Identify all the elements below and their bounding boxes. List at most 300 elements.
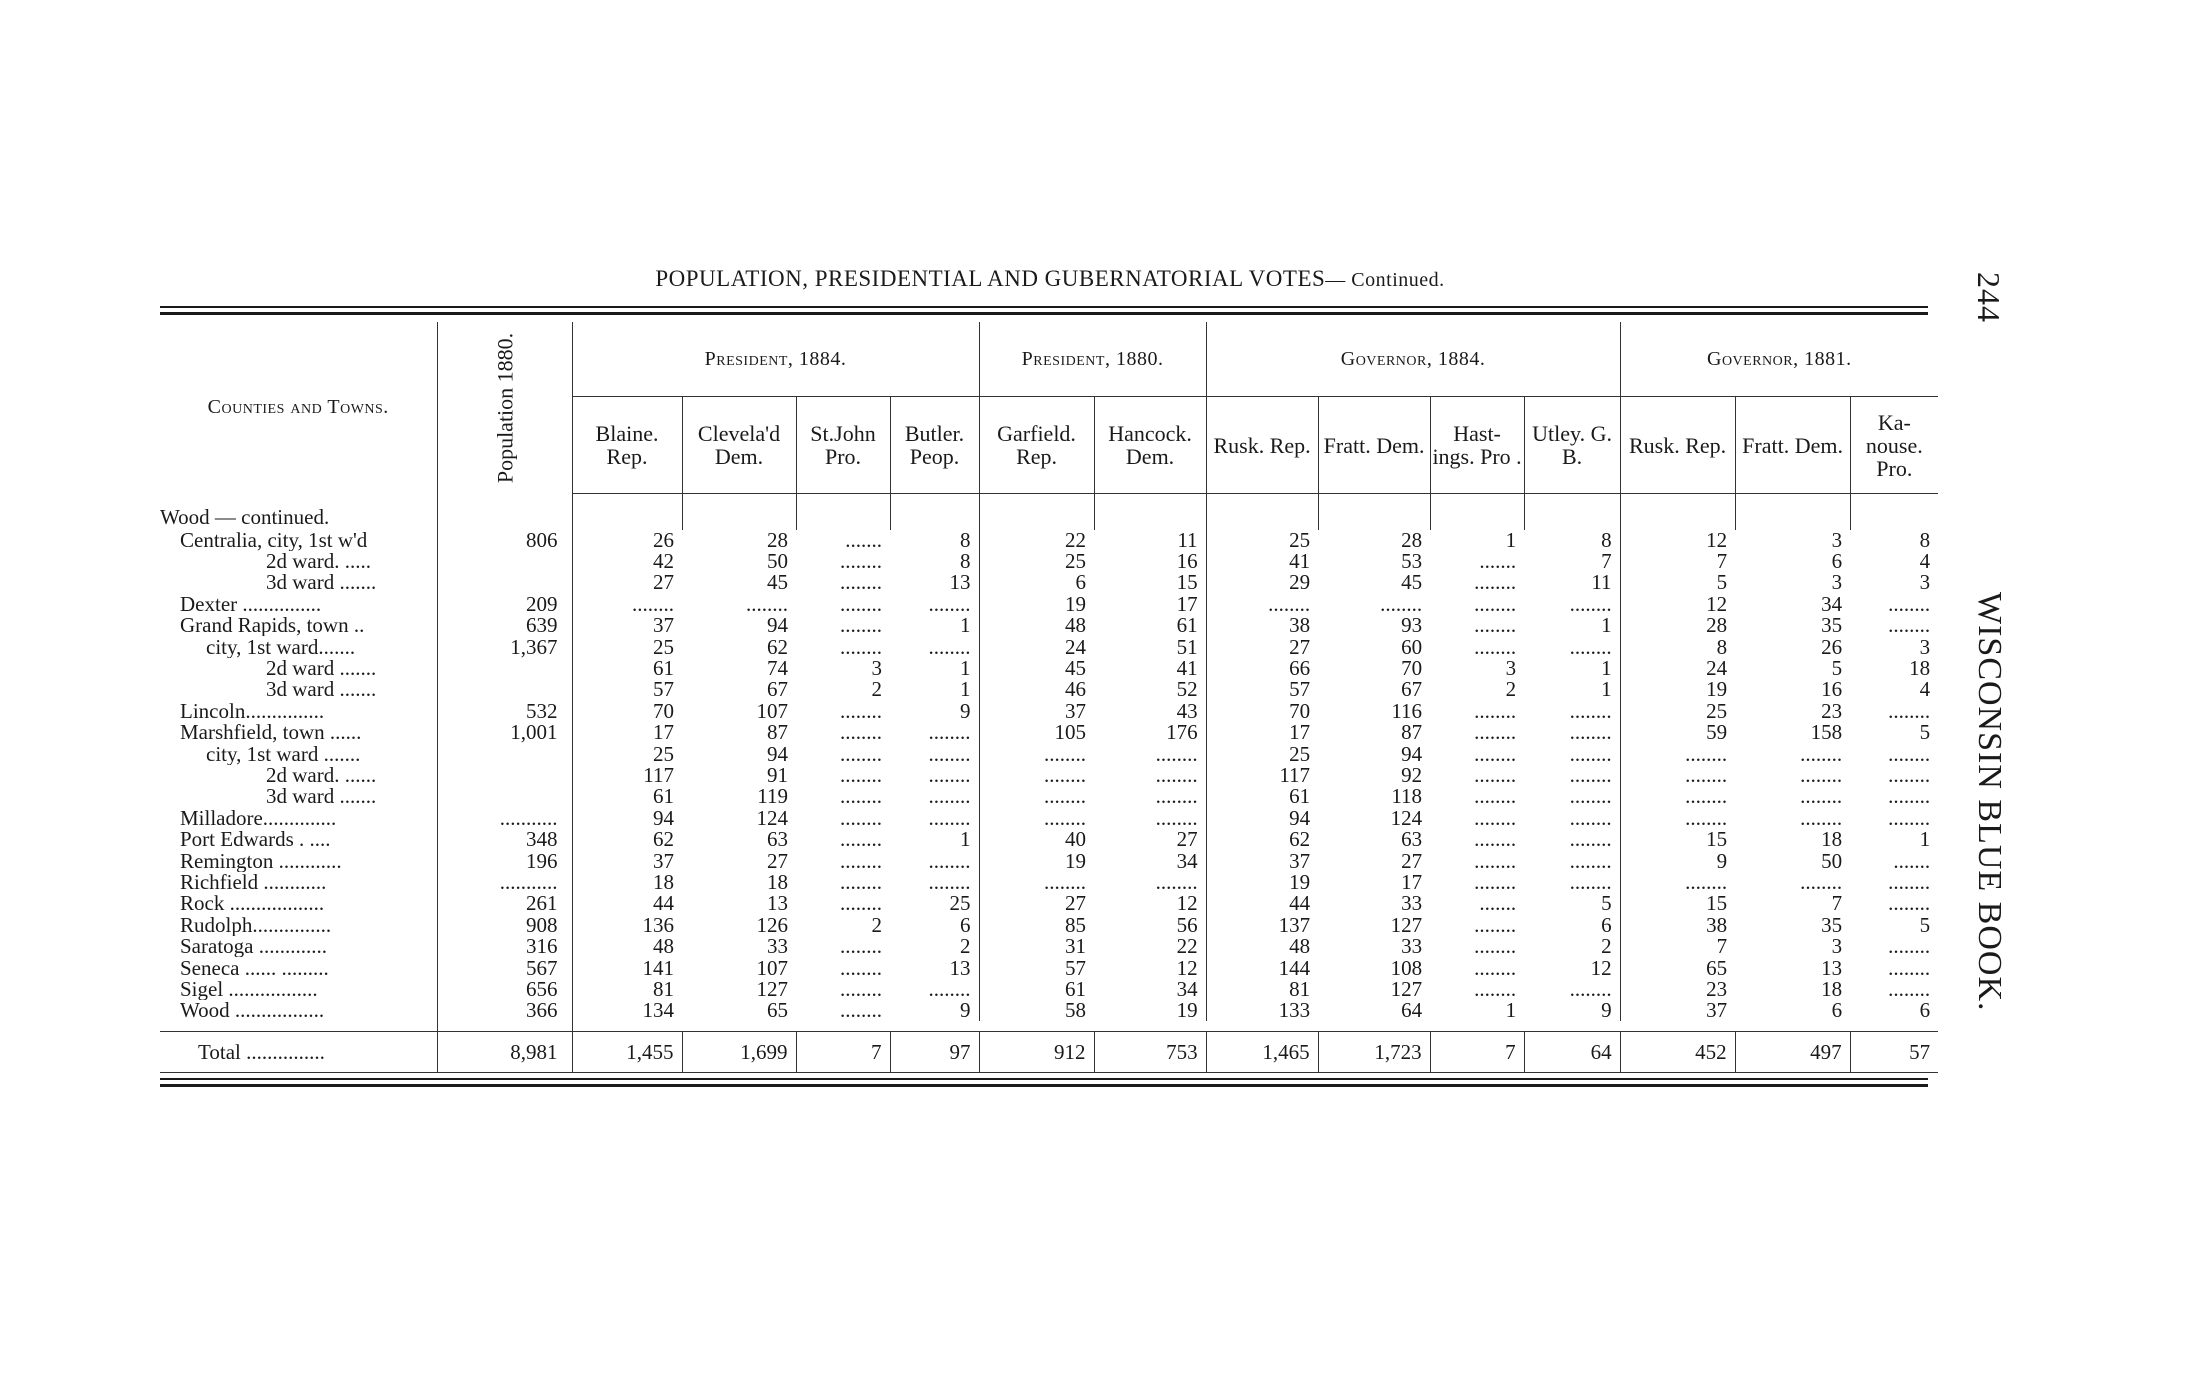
vote-rusk-1881: 37 [1706, 998, 1728, 1023]
vote-hancock: 34 [1094, 979, 1206, 1000]
vote-fratt-1881: 18 [1821, 976, 1843, 1001]
vote-utley: ........ [1524, 979, 1620, 1000]
vote-hancock: 16 [1094, 551, 1206, 572]
table-row [160, 701, 1938, 722]
vote-hastings: ........ [1474, 762, 1517, 787]
vote-blaine: 117 [643, 762, 674, 787]
header-col-kanouse: Ka- nouse. Pro. [1850, 397, 1938, 494]
vote-hancock: ........ [1094, 743, 1206, 764]
vote-fratt-1881: ........ [1800, 869, 1843, 894]
town-name: city, 1st ward....... [160, 636, 437, 657]
vote-fratt-1881: ........ [1800, 805, 1843, 830]
section-row [160, 494, 1938, 530]
vote-butler: ........ [890, 872, 979, 893]
vote-fratt-1884: 64 [1401, 998, 1423, 1023]
vote-stjohn: ........ [840, 720, 882, 745]
header-col-rusk-1881: Rusk. Rep. [1620, 397, 1735, 494]
vote-garfield: ........ [1044, 869, 1087, 894]
table-row [160, 1000, 1938, 1021]
vote-fratt-1884: 27 [1401, 848, 1423, 873]
page-number: 244 [1971, 272, 2007, 323]
vote-cleveland: ........ [746, 591, 788, 616]
vote-garfield: 24 [1065, 634, 1087, 659]
vote-hastings: ........ [1474, 848, 1517, 873]
vote-rusk-1884: 57 [1289, 677, 1311, 702]
vote-rusk-1881: ........ [1685, 741, 1728, 766]
header-col-utley: Utley. G. B. [1524, 397, 1620, 494]
vote-stjohn: ........ [840, 827, 882, 852]
vote-blaine: 17 [653, 720, 674, 745]
vote-fratt-1884: ........ [1380, 591, 1423, 616]
vote-butler: 25 [890, 893, 979, 914]
vote-blaine: 25 [653, 741, 674, 766]
vote-stjohn: ........ [840, 805, 882, 830]
vote-rusk-1881: 5 [1716, 570, 1728, 595]
table-row [160, 551, 1938, 572]
vote-utley: 11 [1524, 572, 1620, 593]
population-value: 1,367 [437, 636, 572, 657]
vote-butler: ........ [890, 979, 979, 1000]
header-counties-towns: Counties and Towns. [160, 322, 437, 494]
vote-hancock: 56 [1094, 915, 1206, 936]
vote-rusk-1884: 25 [1289, 527, 1311, 552]
total-hancock: 753 [1094, 1032, 1206, 1073]
vote-stjohn: ........ [840, 698, 882, 723]
population-value: 366 [437, 1000, 572, 1021]
town-name: Centralia, city, 1st w'd [160, 530, 437, 551]
vote-utley: 9 [1524, 1000, 1620, 1021]
town-name: 2d ward ....... [160, 658, 437, 679]
vote-fratt-1881: 6 [1831, 549, 1843, 574]
population-value: 639 [437, 615, 572, 636]
total-blaine: 1,455 [572, 1032, 682, 1073]
vote-garfield: 19 [1065, 591, 1087, 616]
population-value [437, 679, 572, 700]
vote-kanouse: 5 [1919, 720, 1931, 745]
total-butler: 97 [890, 1032, 979, 1073]
vote-cleveland: 127 [756, 976, 788, 1001]
town-name: Seneca ...... ......... [160, 957, 437, 978]
vote-hastings: 1 [1505, 527, 1517, 552]
vote-blaine: 25 [653, 634, 674, 659]
vote-rusk-1884: 61 [1289, 784, 1311, 809]
vote-butler: 2 [890, 936, 979, 957]
header-col-garfield: Garfield. Rep. [979, 397, 1094, 494]
header-col-hancock: Hancock. Dem. [1094, 397, 1206, 494]
vote-fratt-1884: 17 [1401, 869, 1423, 894]
vote-stjohn: ........ [840, 741, 882, 766]
header-governor-1881 [1620, 322, 1938, 397]
vote-butler: 1 [890, 658, 979, 679]
vote-butler: ........ [890, 636, 979, 657]
vote-stjohn: ........ [840, 976, 882, 1001]
vote-rusk-1881: ........ [1685, 869, 1728, 894]
vote-hastings: 3 [1505, 656, 1517, 681]
vote-fratt-1881: 7 [1831, 891, 1843, 916]
header-col-hastings: Hast- ings. Pro . [1430, 397, 1524, 494]
header-group-label: President, 1884. [704, 347, 847, 370]
vote-garfield: ........ [1044, 762, 1087, 787]
town-name: Saratoga ............. [160, 936, 437, 957]
vote-fratt-1881: ........ [1800, 762, 1843, 787]
total-rusk-1881: 452 [1620, 1032, 1735, 1073]
total-fratt-1884: 1,723 [1318, 1032, 1430, 1073]
vote-hastings: ........ [1474, 805, 1517, 830]
vote-fratt-1884: 108 [1390, 955, 1423, 980]
population-value: 806 [437, 530, 572, 551]
vote-hastings: 2 [1505, 677, 1517, 702]
vote-garfield: 31 [1065, 934, 1087, 959]
vote-butler: ........ [890, 850, 979, 871]
vote-cleveland: 119 [757, 784, 788, 809]
vote-cleveland: 33 [767, 934, 788, 959]
vote-rusk-1884: 25 [1289, 741, 1311, 766]
header-group-label: Governor, 1884. [1340, 347, 1486, 370]
vote-hancock: 19 [1094, 1000, 1206, 1021]
vote-garfield: 37 [1065, 698, 1087, 723]
vote-hastings: ........ [1474, 955, 1517, 980]
bottom-rule-heavy [160, 1084, 1928, 1087]
vote-fratt-1884: 94 [1401, 741, 1423, 766]
vote-rusk-1884: 37 [1289, 848, 1311, 873]
town-name: Marshfield, town ...... [160, 722, 437, 743]
vote-rusk-1884: 81 [1289, 976, 1311, 1001]
vote-utley: 12 [1524, 957, 1620, 978]
total-label: Total ............... [160, 1032, 437, 1073]
vote-utley: ........ [1524, 722, 1620, 743]
vote-stjohn: ........ [840, 848, 882, 873]
table-row [160, 786, 1938, 807]
header-col-blaine: Blaine. Rep. [572, 397, 682, 494]
vote-hastings: ........ [1474, 934, 1517, 959]
vote-kanouse: ........ [1888, 784, 1931, 809]
total-fratt-1881: 497 [1735, 1032, 1850, 1073]
vote-garfield: 6 [1075, 570, 1087, 595]
vote-blaine: 48 [653, 934, 674, 959]
top-rule-heavy [160, 312, 1928, 315]
vote-fratt-1881: 35 [1821, 613, 1843, 638]
vote-fratt-1881: 23 [1821, 698, 1843, 723]
vote-kanouse: 8 [1919, 527, 1931, 552]
vote-fratt-1884: 33 [1401, 891, 1423, 916]
vote-hancock: 22 [1094, 936, 1206, 957]
vote-hastings: ........ [1474, 912, 1517, 937]
total-population: 8,981 [437, 1032, 572, 1073]
population-value: 532 [437, 701, 572, 722]
town-name: Rudolph............... [160, 915, 437, 936]
vote-garfield: 25 [1065, 549, 1087, 574]
vote-garfield: 105 [1054, 720, 1087, 745]
table-row [160, 743, 1938, 764]
vote-rusk-1884: 44 [1289, 891, 1311, 916]
table-row [160, 658, 1938, 679]
vote-stjohn: ....... [845, 527, 882, 552]
vote-rusk-1881: 7 [1716, 549, 1728, 574]
vote-stjohn: 3 [871, 656, 882, 681]
vote-rusk-1884: 70 [1289, 698, 1311, 723]
total-cleveland: 1,699 [682, 1032, 796, 1073]
vote-fratt-1884: 67 [1401, 677, 1423, 702]
vote-rusk-1884: 144 [1278, 955, 1311, 980]
town-name: 3d ward ....... [160, 679, 437, 700]
table-row [160, 829, 1938, 850]
population-value: 261 [437, 893, 572, 914]
bottom-rule [160, 1078, 1928, 1080]
header-group-label: President, 1880. [1021, 347, 1164, 370]
vote-hastings: ....... [1479, 891, 1517, 916]
section-label: Wood — continued. [160, 494, 437, 530]
vote-hastings: ........ [1474, 741, 1517, 766]
vote-fratt-1884: 127 [1390, 976, 1423, 1001]
header-governor-1884 [1206, 322, 1620, 397]
vote-rusk-1884: ........ [1268, 591, 1311, 616]
vote-rusk-1881: 19 [1706, 677, 1728, 702]
spacer-row [160, 1021, 1938, 1032]
vote-blaine: 27 [653, 570, 674, 595]
town-name: Sigel ................. [160, 979, 437, 1000]
population-value: 567 [437, 957, 572, 978]
vote-utley: ........ [1524, 765, 1620, 786]
town-name: Port Edwards . .... [160, 829, 437, 850]
vote-hastings: ........ [1474, 720, 1517, 745]
vote-hastings: ........ [1474, 869, 1517, 894]
vote-rusk-1881: 38 [1706, 912, 1728, 937]
vote-hastings: ........ [1474, 613, 1517, 638]
vote-garfield: 19 [1065, 848, 1087, 873]
vote-butler: 8 [890, 551, 979, 572]
vote-fratt-1884: 53 [1401, 549, 1423, 574]
vote-garfield: 45 [1065, 656, 1087, 681]
vote-cleveland: 94 [767, 613, 788, 638]
vote-fratt-1884: 28 [1401, 527, 1423, 552]
population-value: 1,001 [437, 722, 572, 743]
vote-fratt-1881: 5 [1831, 656, 1843, 681]
vote-fratt-1884: 92 [1401, 762, 1423, 787]
vote-hancock: 11 [1094, 530, 1206, 551]
town-name: Rock .................. [160, 893, 437, 914]
vote-utley: ........ [1524, 872, 1620, 893]
vote-butler: 13 [890, 957, 979, 978]
table-row [160, 979, 1938, 1000]
total-utley: 64 [1524, 1032, 1620, 1073]
vote-rusk-1881: 12 [1706, 591, 1728, 616]
vote-hastings: ........ [1474, 634, 1517, 659]
vote-fratt-1881: 26 [1821, 634, 1843, 659]
town-name: 2d ward. ..... [160, 551, 437, 572]
vote-hancock: 51 [1094, 636, 1206, 657]
table-body [160, 494, 1938, 1073]
vote-utley: 1 [1524, 658, 1620, 679]
table-row [160, 808, 1938, 829]
vote-stjohn: ........ [840, 634, 882, 659]
vote-hancock: 61 [1094, 615, 1206, 636]
header-col-stjohn: St.John Pro. [796, 397, 890, 494]
vote-cleveland: 65 [767, 998, 788, 1023]
vote-utley: ........ [1524, 636, 1620, 657]
vote-hastings: ........ [1474, 591, 1517, 616]
vote-utley: ........ [1524, 594, 1620, 615]
vote-rusk-1881: 23 [1706, 976, 1728, 1001]
town-name: Remington ............ [160, 850, 437, 871]
vote-blaine: 26 [653, 527, 674, 552]
vote-rusk-1881: 12 [1706, 527, 1728, 552]
vote-utley: ........ [1524, 808, 1620, 829]
vote-cleveland: 63 [767, 827, 788, 852]
town-name: Wood ................. [160, 1000, 437, 1021]
vote-stjohn: ........ [840, 784, 882, 809]
table-row [160, 636, 1938, 657]
vote-fratt-1881: 50 [1821, 848, 1843, 873]
vote-kanouse: ........ [1888, 762, 1931, 787]
vote-rusk-1881: 24 [1706, 656, 1728, 681]
vote-stjohn: ........ [840, 549, 882, 574]
vote-blaine: 57 [653, 677, 674, 702]
book-title: WISCONSIN BLUE BOOK. [1971, 592, 2008, 1012]
town-name: Dexter ............... [160, 594, 437, 615]
table-row [160, 679, 1938, 700]
vote-hastings: ........ [1474, 827, 1517, 852]
vote-cleveland: 87 [767, 720, 788, 745]
vote-kanouse: 4 [1919, 549, 1931, 574]
vote-utley: ........ [1524, 850, 1620, 871]
vote-hancock: 12 [1094, 893, 1206, 914]
vote-rusk-1881: ........ [1685, 762, 1728, 787]
vote-garfield: 57 [1065, 955, 1087, 980]
title-main: POPULATION, PRESIDENTIAL AND GUBERNATORIAL VOTES [655, 266, 1326, 291]
vote-blaine: 141 [642, 955, 674, 980]
vote-cleveland: 91 [767, 762, 788, 787]
vote-stjohn: ........ [840, 955, 882, 980]
vote-rusk-1881: 25 [1706, 698, 1728, 723]
vote-blaine: 37 [653, 848, 674, 873]
vote-stjohn: ........ [840, 934, 882, 959]
population-value: 316 [437, 936, 572, 957]
vote-kanouse: 4 [1919, 677, 1931, 702]
town-name: 3d ward ....... [160, 786, 437, 807]
vote-hancock: ........ [1094, 872, 1206, 893]
table-row [160, 893, 1938, 914]
vote-butler: 9 [890, 701, 979, 722]
vote-hancock: ........ [1094, 765, 1206, 786]
vote-blaine: 81 [653, 976, 674, 1001]
vote-cleveland: 94 [767, 741, 788, 766]
vote-rusk-1881: 7 [1716, 934, 1728, 959]
vote-rusk-1884: 29 [1289, 570, 1311, 595]
vote-hancock: 43 [1094, 701, 1206, 722]
vote-blaine: 44 [653, 891, 674, 916]
vote-cleveland: 74 [767, 656, 788, 681]
vote-kanouse: ........ [1888, 869, 1931, 894]
vote-rusk-1881: 8 [1716, 634, 1728, 659]
vote-fratt-1884: 70 [1401, 656, 1423, 681]
vote-cleveland: 45 [767, 570, 788, 595]
vote-garfield: 85 [1065, 912, 1087, 937]
vote-hastings: ....... [1479, 549, 1517, 574]
vote-fratt-1884: 118 [1391, 784, 1423, 809]
header-president-1884 [572, 322, 979, 397]
total-hastings: 7 [1430, 1032, 1524, 1073]
town-name: Grand Rapids, town .. [160, 615, 437, 636]
vote-kanouse: ........ [1888, 934, 1931, 959]
vote-garfield: 40 [1065, 827, 1087, 852]
vote-kanouse: 3 [1919, 634, 1931, 659]
vote-blaine: 61 [653, 784, 674, 809]
vote-fratt-1884: 116 [1391, 698, 1423, 723]
vote-garfield: 61 [1065, 976, 1087, 1001]
town-name: 3d ward ....... [160, 572, 437, 593]
vote-stjohn: ........ [840, 891, 882, 916]
vote-rusk-1884: 19 [1289, 869, 1311, 894]
population-value [437, 658, 572, 679]
vote-fratt-1884: 127 [1390, 912, 1423, 937]
vote-rusk-1884: 27 [1289, 634, 1311, 659]
vote-kanouse: 18 [1909, 656, 1931, 681]
vote-blaine: 62 [653, 827, 674, 852]
population-value: ........... [437, 808, 572, 829]
vote-kanouse: 1 [1919, 827, 1931, 852]
vote-garfield: ........ [1044, 805, 1087, 830]
vote-garfield: 46 [1065, 677, 1087, 702]
vote-rusk-1884: 48 [1289, 934, 1311, 959]
vote-rusk-1881: ........ [1685, 805, 1728, 830]
vote-hancock: 41 [1094, 658, 1206, 679]
vote-rusk-1884: 66 [1289, 656, 1311, 681]
town-name: Richfield ............ [160, 872, 437, 893]
population-value [437, 765, 572, 786]
vote-stjohn: 2 [871, 912, 882, 937]
vote-rusk-1881: 28 [1706, 613, 1728, 638]
total-row [160, 1032, 1938, 1073]
header-president-1880 [979, 322, 1206, 397]
vote-butler: 8 [890, 530, 979, 551]
vote-hancock: 12 [1094, 957, 1206, 978]
vote-hancock: 34 [1094, 850, 1206, 871]
table-row [160, 850, 1938, 871]
vote-cleveland: 62 [767, 634, 788, 659]
vote-blaine: 42 [653, 549, 674, 574]
population-value: 209 [437, 594, 572, 615]
vote-rusk-1884: 137 [1278, 912, 1311, 937]
vote-rusk-1881: 15 [1706, 891, 1728, 916]
vote-rusk-1884: 133 [1278, 998, 1311, 1023]
title-suffix: — Continued. [1325, 269, 1445, 291]
vote-cleveland: 13 [767, 891, 788, 916]
vote-garfield: 48 [1065, 613, 1087, 638]
vote-utley: ........ [1524, 786, 1620, 807]
total-rusk-1884: 1,465 [1206, 1032, 1318, 1073]
vote-cleveland: 124 [756, 805, 788, 830]
vote-fratt-1881: 3 [1831, 934, 1843, 959]
votes-table [160, 322, 1938, 1073]
header-col-rusk-1884: Rusk. Rep. [1206, 397, 1318, 494]
vote-kanouse: ....... [1893, 848, 1931, 873]
vote-stjohn: 2 [871, 677, 882, 702]
table-row [160, 572, 1938, 593]
vote-rusk-1881: ........ [1685, 784, 1728, 809]
vote-stjohn: ........ [840, 762, 882, 787]
vote-butler: ........ [890, 594, 979, 615]
vote-cleveland: 50 [767, 549, 788, 574]
population-value [437, 572, 572, 593]
vote-hancock: 27 [1094, 829, 1206, 850]
vote-rusk-1884: 62 [1289, 827, 1311, 852]
table-row [160, 594, 1938, 615]
vote-blaine: 94 [653, 805, 674, 830]
vote-butler: ........ [890, 722, 979, 743]
table-row [160, 915, 1938, 936]
header-col-fratt-1884: Fratt. Dem. [1318, 397, 1430, 494]
vote-hastings: 1 [1505, 998, 1517, 1023]
